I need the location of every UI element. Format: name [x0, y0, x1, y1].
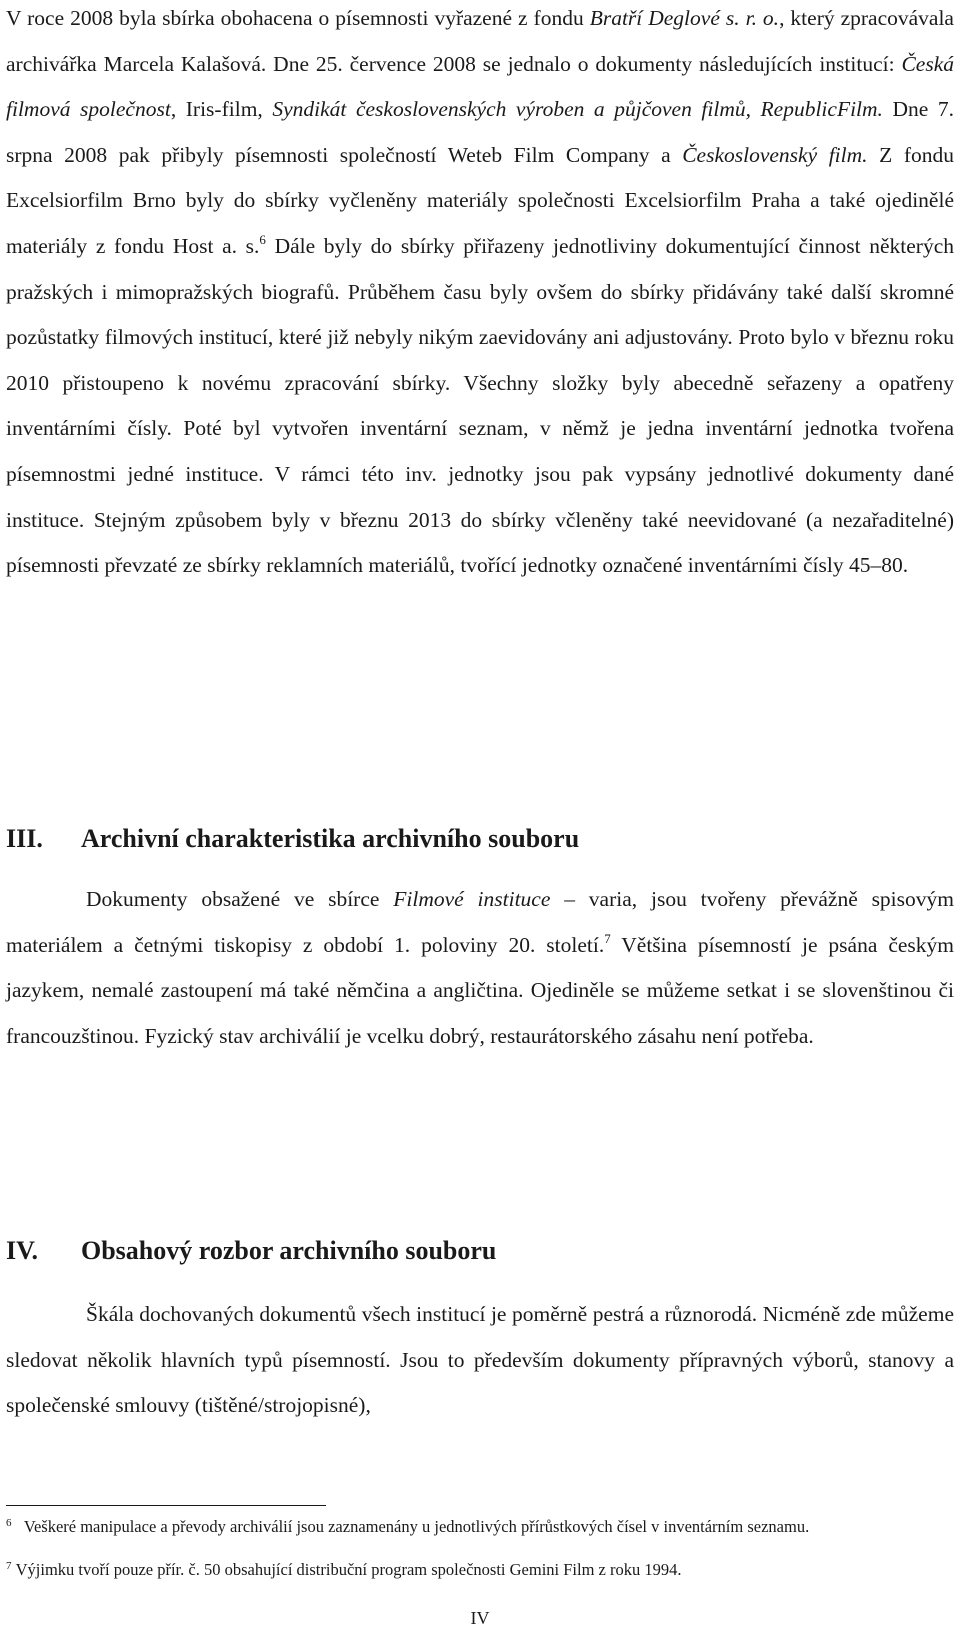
section-heading-iii: [6, 822, 954, 856]
paragraph-collection-history: [6, 0, 954, 589]
section-heading-iv: [6, 1234, 954, 1268]
section-number: IV.: [6, 1236, 39, 1265]
footnote-reference[interactable]: 7: [604, 930, 611, 946]
text-run: – varia, jsou tvořeny převážně spisovým materiálem a četnými tiskopisy z období 1. poloviny 20. století.: [6, 887, 954, 957]
text-run: Dále byly do sbírky přiřazeny jednotliviny dokumentující činnost některých pražských i mimopražských biografů. Průběhem času byly ovšem do sbírky přidávány také další skromné pozůstatky filmových institucí, které již nebyly nikým zaevidovány ani adjustovány. Proto bylo v březnu roku 2010 přistoupeno k novému zpracování sbírky. Všechny složky byly abecedně seřazeny a opatřeny inventárními čísly. Poté byl vytvořen inventární seznam, v němž je jedna inventární jednotka tvořena písemnostmi jedné instituce. V rámci této inv. jednotky jsou pak vypsány jednotlivé dokumenty dané instituce. Stejným způsobem byly v březnu 2013 do sbírky včleněny také neevidované (a nezařaditelné) písemnosti převzaté ze sbírky reklamních materiálů, tvořící jednotky označené inventárními čísly 45–80.: [6, 233, 954, 578]
footnote-separator: [6, 1505, 326, 1506]
text-run: Z fondu Excelsiorfilm Brno byly do sbírky vyčleněny materiály společnosti Excelsiorfilm Praha a také ojedinělé materiály z fondu Host a. s.: [6, 142, 954, 258]
footnote-text: Výjimku tvoří pouze přír. č. 50 obsahující distribuční program společnosti Gemini Film z roku 1994.: [15, 1560, 682, 1579]
footnote-mark: 7: [6, 1560, 12, 1572]
text-run: , který zpracovávala archivářka Marcela Kalašová. Dne 25. července 2008 se jednalo o dokumenty následujících institucí:: [6, 6, 954, 76]
footnote-7: [6, 1560, 954, 1580]
footnote-mark: 6: [6, 1517, 12, 1529]
footnote-6: [6, 1517, 954, 1537]
italic-run: Bratří Deglové s. r. o.: [589, 6, 780, 30]
text-run: V roce 2008 byla sbírka obohacena o písemnosti vyřazené z fondu: [6, 6, 590, 30]
italic-run: Syndikát československých výroben a půjčoven filmů, RepublicFilm.: [272, 97, 883, 122]
italic-run: Česká filmová společnost: [6, 51, 954, 122]
text-run: Dne 7. srpna 2008 pak přibyly písemnosti společností Weteb Film Company a: [6, 97, 955, 167]
text-run: , Iris-film,: [170, 97, 273, 122]
section-number: III.: [6, 824, 43, 853]
text-run: Škála dochovaných dokumentů všech institucí je poměrně pestrá a různorodá. Nicméně zde můžeme sledovat několik hlavních typů písemností. Jsou to především dokumenty přípravných výborů, stanovy a společenské smlouvy (tištěné/strojopisné),: [6, 1302, 954, 1418]
text-run: Dokumenty obsažené ve sbírce: [86, 887, 394, 911]
footnote-reference[interactable]: 6: [259, 231, 266, 247]
paragraph-archival-characteristics: [6, 877, 954, 1059]
section-title: Obsahový rozbor archivního souboru: [81, 1236, 497, 1265]
paragraph-content-analysis: [6, 1292, 954, 1429]
text-run: Většina písemností je psána českým jazykem, nemalé zastoupení má také němčina a angličtina. Ojediněle se můžeme setkat i se slovenštinou či francouzštinou. Fyzický stav archiválií je vcelku dobrý, restaurátorského zásahu není potřeba.: [6, 932, 954, 1048]
italic-run: Filmové instituce: [393, 887, 551, 911]
section-title: Archivní charakteristika archivního souboru: [81, 824, 580, 853]
italic-run: Československý film.: [682, 142, 868, 167]
footnote-text: Veškeré manipulace a převody archiválií jsou zaznamenány u jednotlivých přírůstkových čísel v inventárním seznamu.: [23, 1517, 810, 1536]
page-number: IV: [470, 1608, 490, 1628]
